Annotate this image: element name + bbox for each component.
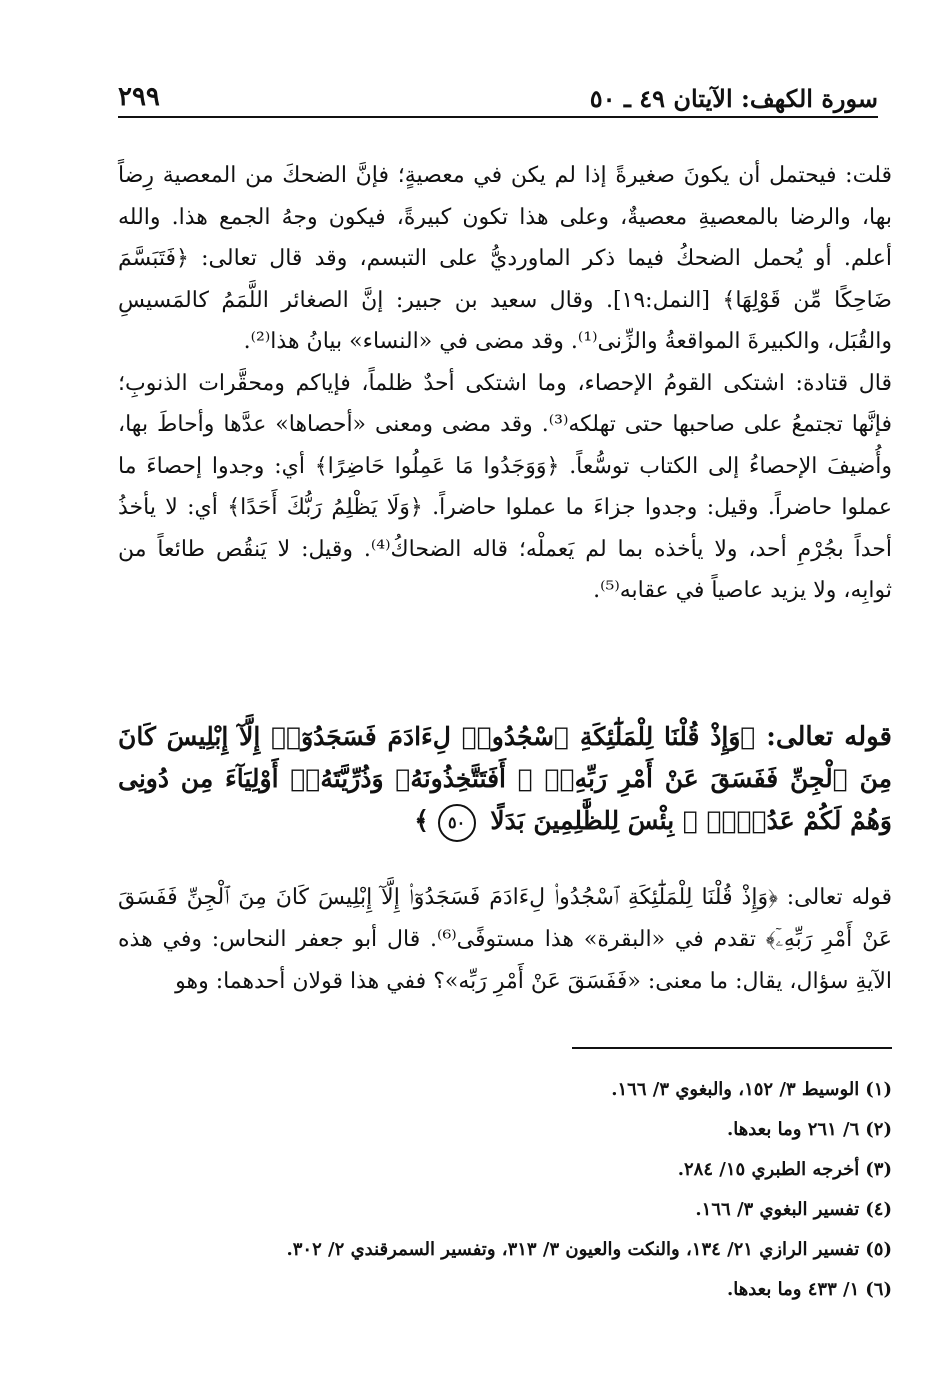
- paragraph-2: قال قتادة: اشتكى القومُ الإحصاء، وما اشتكى أحدٌ ظلماً، فإياكم ومحقَّرات الذنوبِ؛ فإنَّها تجتمعُ على صاحبها حتى تهلكه⁽³⁾. وقد مضى ومعنى «أحصاها» عدَّها وأحاطَ بها، وأُضيفَ الإحصاءُ إلى الكتاب توسُّعاً. ﴿وَوَجَدُوا مَا عَمِلُوا حَاضِرًا﴾ أي: وجدوا إحصاءَ ما عملوا حاضراً. وقيل: وجدوا جزاءَ ما عملوا حاضراً. ﴿وَلَا يَظْلِمُ رَبُّكَ أَحَدًا﴾ أي: لا يأخذُ أحداً بجُرْمِ أحد، ولا يأخذه بما لم يَعملْه؛ قاله الضحاكُ⁽⁴⁾. وقيل: لا يَنقُص طائعاً من ثوابِه، ولا يزيد عاصياً في عقابه⁽⁵⁾.: [118, 370, 892, 603]
- paragraph-1: قلت: فيحتمل أن يكونَ صغيرةً إذا لم يكن في معصيةٍ؛ فإنَّ الضحكَ من المعصية رِضاً بها، والرضا بالمعصيةِ معصيةٌ، وعلى هذا تكون كبيرةً، فيكون وجهُ الجمع هذا. والله أعلم. أو يُحمل الضحكُ فيما ذكر الماورديُّ على التبسم، وقد قال تعالى: ﴿فَتَبَسَّمَ ضَاحِكًا مِّن قَوْلِهَا﴾ [النمل:١٩]. وقال سعيد بن جبير: إنَّ الصغائر اللَّمَمُ كالمَسيسِ والقُبَل، والكبيرةَ المواقعةُ والزِّنى⁽¹⁾. وقد مضى في «النساء» بيانُ هذا⁽²⁾.: [118, 163, 892, 354]
- ayah-number-marker: ٥٠: [438, 804, 476, 842]
- footnote-2: [118, 1110, 892, 1150]
- footnote-3: [118, 1150, 892, 1190]
- footnote-text: تفسير الرازي ٢١/ ١٣٤، والنكت والعيون ٣/ ٣١٣، وتفسير السمرقندي ٢/ ٣٠٢.: [286, 1239, 860, 1260]
- footnote-number: (٦): [865, 1279, 892, 1300]
- footnote-number: (٢): [865, 1119, 892, 1140]
- verse-heading-block: [118, 716, 892, 842]
- footnote-number: (٥): [865, 1239, 892, 1260]
- footnote-text: ٦/ ٢٦١ وما بعدها.: [726, 1119, 860, 1140]
- page-number: ٢٩٩: [118, 82, 160, 112]
- footnote-number: (٣): [865, 1159, 892, 1180]
- footnote-text: تفسير البغوي ٣/ ١٦٦.: [695, 1199, 860, 1220]
- footnote-5: [118, 1230, 892, 1270]
- footnote-text: أخرجه الطبري ١٥/ ٢٨٤.: [677, 1159, 860, 1180]
- footnote-1: [118, 1070, 892, 1110]
- commentary-text: [118, 877, 892, 1003]
- footnote-divider: [572, 1047, 892, 1049]
- page-header: [118, 80, 878, 118]
- footnote-6: [118, 1270, 892, 1310]
- footnote-number: (١): [865, 1079, 892, 1100]
- footnote-text: ١/ ٤٣٣ وما بعدها.: [726, 1279, 860, 1300]
- running-header-title: سورة الكهف: الآيتان ٤٩ ـ ٥٠: [589, 84, 878, 113]
- verse-text: ﴿وَإِذْ قُلْنَا لِلْمَلَٰٓئِكَةِ ٱسْجُدُوا۟ لِءَادَمَ فَسَجَدُوٓا۟ إِلَّآ إِبْلِيسَ كَانَ مِنَ ٱلْجِنِّ فَفَسَقَ عَنْ أَمْرِ رَبِّهِۦٓ ۗ أَفَتَتَّخِذُونَهُۥ وَذُرِّيَّتَهُۥٓ أَوْلِيَآءَ مِن دُونِى وَهُمْ لَكُمْ عَدُوٌّۢ ۚ بِئْسَ لِلظَّٰلِمِينَ بَدَلًا: [118, 722, 892, 835]
- footnote-number: (٤): [865, 1199, 892, 1220]
- verse-lead: قوله تعالى:: [766, 722, 892, 752]
- main-text: [118, 155, 892, 612]
- verse-closing-bracket: ﴾: [414, 806, 429, 835]
- footnote-text: الوسيط ٣/ ١٥٢، والبغوي ٣/ ١٦٦.: [611, 1079, 860, 1100]
- footnote-4: [118, 1190, 892, 1230]
- footnotes: [118, 1070, 892, 1310]
- commentary-paragraph: قوله تعالى: ﴿وَإِذْ قُلْنَا لِلْمَلَٰٓئِكَةِ ٱسْجُدُوا۟ لِءَادَمَ فَسَجَدُوٓا۟ إِلَّآ إِبْلِيسَ كَانَ مِنَ ٱلْجِنِّ فَفَسَقَ عَنْ أَمْرِ رَبِّهِۦٓ﴾ تقدم في «البقرة» هذا مستوفًى⁽⁶⁾. قال أبو جعفر النحاس: وفي هذه الآيةِ سؤال، يقال: ما معنى: «فَفَسَقَ عَنْ أَمْرِ رَبِّه»؟ ففي هذا قولان أحدهما: وهو: [118, 885, 892, 994]
